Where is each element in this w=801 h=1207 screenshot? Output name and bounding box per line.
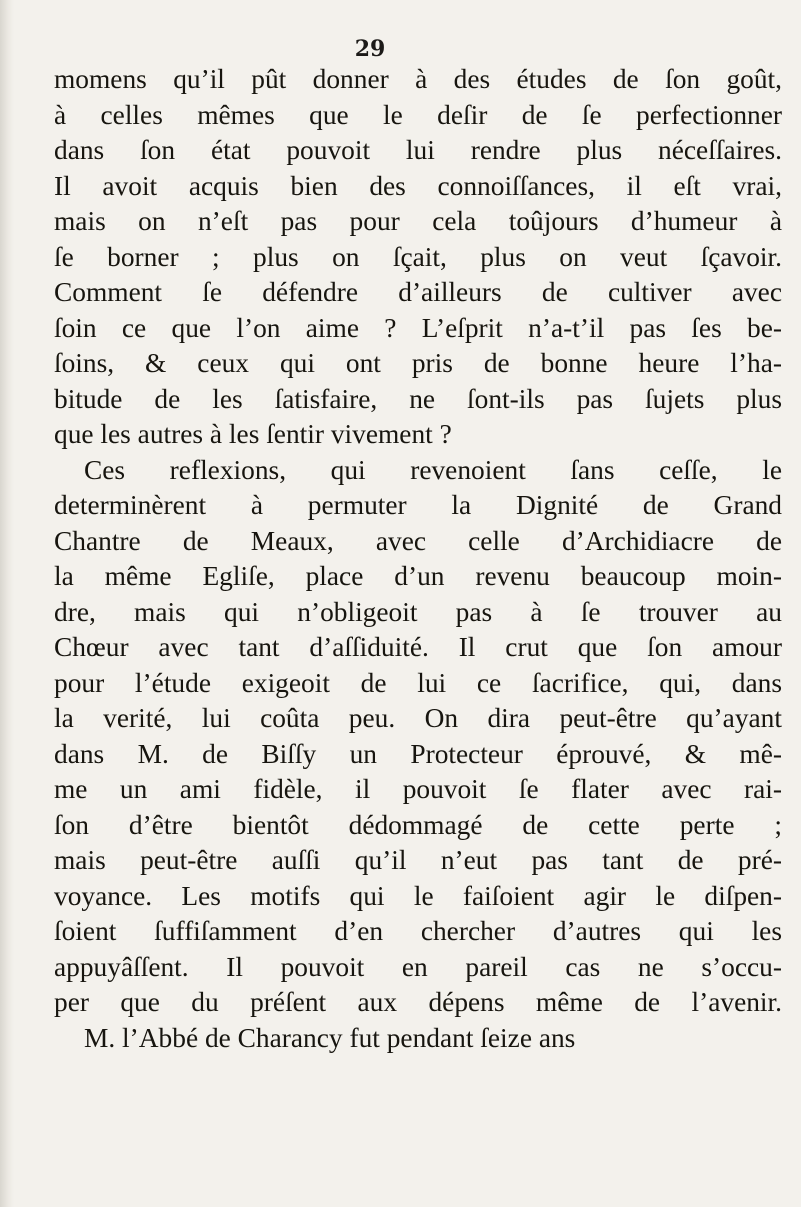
text-line: la même Egliſe, place d’un revenu beaucoup moin-	[54, 561, 782, 591]
text-line: per que du préſent aux dépens même de l’avenir.	[54, 987, 782, 1017]
text-line: bitude de les ſatisfaire, ne ſont-ils pas ſujets plus	[54, 383, 782, 414]
text-line: Il avoit acquis bien des connoiſſances, il eſt vrai,	[54, 170, 782, 201]
text-line: ſoient ſuffiſamment d’en chercher d’autres qui les	[54, 916, 782, 946]
text-line: la verité, lui coûta peu. On dira peut-être qu’ayant	[54, 703, 782, 733]
text-line: appuyâſſent. Il pouvoit en pareil cas ne s’occu-	[54, 951, 782, 982]
text-line: M. l’Abbé de Charancy fut pendant ſeize ans	[84, 1022, 576, 1053]
text-line: ſe borner ; plus on ſçait, plus on veut ſçavoir.	[54, 241, 782, 272]
text-line: dans M. de Biſſy un Protecteur éprouvé, & mê-	[54, 738, 782, 769]
body-text	[54, 62, 782, 1056]
text-line: mais on n’eſt pas pour cela toûjours d’humeur à	[54, 206, 782, 236]
text-line: Chantre de Meaux, avec celle d’Archidiacre de	[54, 525, 782, 556]
text-line: Ces reflexions, qui revenoient ſans ceſſe, le	[84, 454, 782, 485]
text-line: que les autres à les ſentir vivement ?	[54, 419, 452, 449]
text-line: Chœur avec tant d’aſſiduité. Il crut que ſon amour	[54, 632, 782, 662]
text-line: ſoin ce que l’on aime ? L’eſprit n’a-t’il pas ſes be-	[54, 312, 782, 343]
text-line: ſon d’être bientôt dédommagé de cette perte ;	[54, 809, 782, 840]
text-line: Comment ſe défendre d’ailleurs de cultiver avec	[54, 277, 782, 307]
text-line: voyance. Les motifs qui le faiſoient agir le diſpen-	[54, 880, 782, 911]
page-binding-shadow	[0, 0, 14, 1207]
text-line: me un ami fidèle, il pouvoit ſe flater avec rai-	[54, 774, 782, 804]
text-line: dans ſon état pouvoit lui rendre plus néceſſaires.	[54, 135, 782, 165]
text-line: mais peut-être auſſi qu’il n’eut pas tant de pré-	[54, 845, 782, 875]
text-line: determinèrent à permuter la Dignité de Grand	[54, 490, 782, 520]
page-number: 29	[354, 36, 386, 62]
text-line: pour l’étude exigeoit de lui ce ſacrifice, qui, dans	[54, 667, 782, 698]
text-line: dre, mais qui n’obligeoit pas à ſe trouver au	[54, 596, 782, 627]
text-line: momens qu’il pût donner à des études de ſon goût,	[54, 64, 782, 94]
text-line: ſoins, & ceux qui ont pris de bonne heure l’ha-	[54, 348, 782, 378]
text-line: à celles mêmes que le deſir de ſe perfectionner	[54, 99, 782, 130]
